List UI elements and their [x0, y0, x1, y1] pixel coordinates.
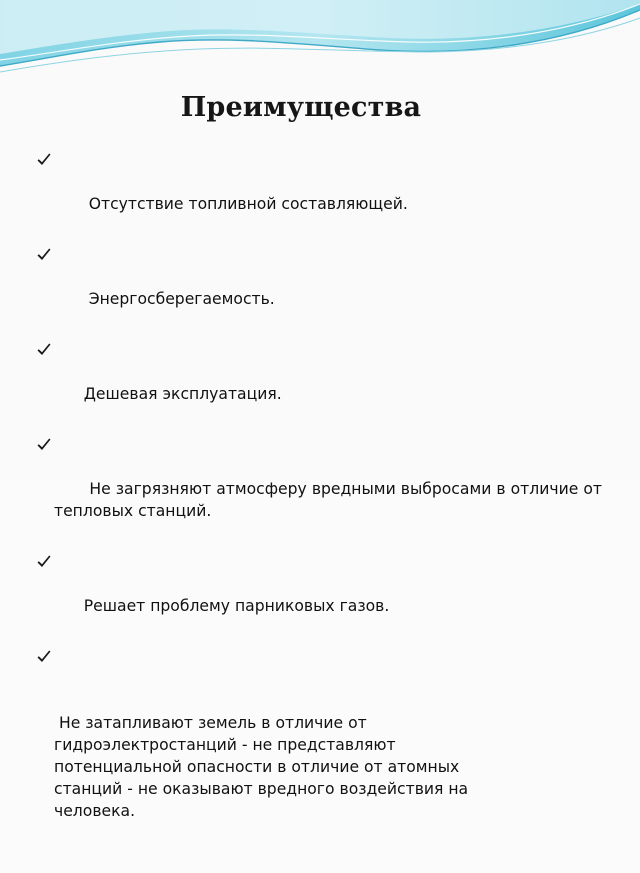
- list-item-text: Энергосберегаемость.: [83, 290, 275, 308]
- header-wave-decoration: [0, 0, 640, 80]
- list-item: [36, 244, 602, 332]
- list-item: [36, 149, 602, 237]
- checkmark-icon: [36, 554, 52, 570]
- list-item-text: Не затапливают земель в отличие от гидроэлектростанций - не представляют потенциальной опасности в отличие от атомных станций - не оказывают вредного воздействия на человека.: [54, 714, 469, 820]
- list-item: [36, 339, 602, 427]
- checkmark-icon: [36, 437, 52, 453]
- slide-title: Преимущества: [180, 92, 422, 123]
- list-item: [36, 551, 602, 639]
- advantages-list: [36, 149, 607, 873]
- list-item: [36, 434, 607, 544]
- list-item-text: Не загрязняют атмосферу вредными выбросами в отличие от тепловых станций.: [54, 480, 607, 520]
- checkmark-icon: [36, 247, 52, 263]
- checkmark-icon: [36, 342, 52, 358]
- checkmark-icon: [36, 152, 52, 168]
- list-item-text: Отсутствие топливной составляющей.: [83, 195, 408, 213]
- list-item-text: Решает проблему парниковых газов.: [83, 597, 390, 615]
- checkmark-icon: [36, 649, 52, 665]
- list-item: [36, 646, 602, 866]
- list-item-text: Дешевая эксплуатация.: [83, 385, 282, 403]
